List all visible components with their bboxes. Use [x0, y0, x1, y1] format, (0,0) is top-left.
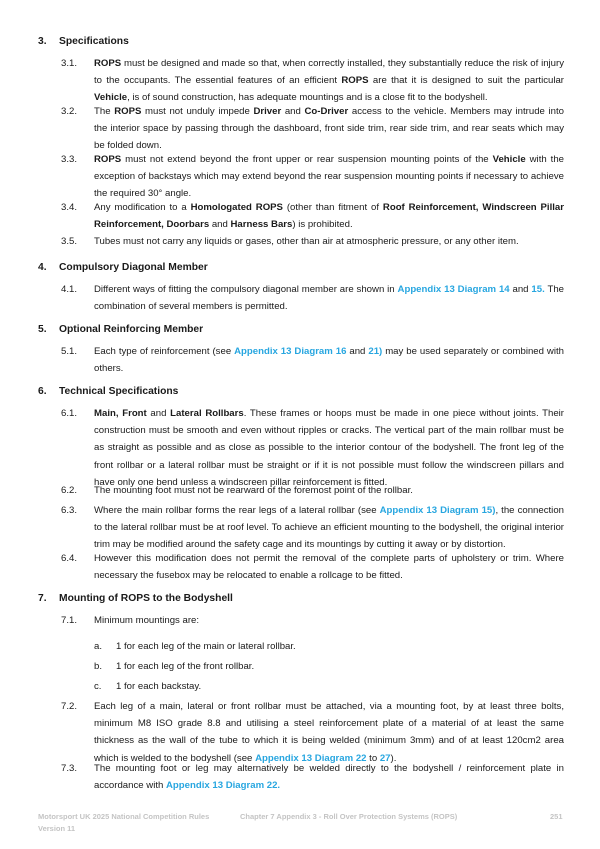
appendix-link[interactable]: 27	[379, 752, 391, 764]
appendix-link[interactable]: 15.	[531, 284, 545, 295]
appendix-link[interactable]: 21)	[368, 346, 383, 357]
page-number: 251	[550, 812, 563, 821]
appendix-link[interactable]: Appendix 13 Diagram 22.	[166, 780, 281, 792]
appendix-link[interactable]: Appendix 13 Diagram 14	[397, 284, 510, 295]
appendix-link[interactable]: Appendix 13 Diagram 16	[234, 346, 347, 357]
appendix-link[interactable]: Appendix 13 Diagram 15)	[379, 505, 496, 516]
footer-chapter: Chapter 7 Appendix 3 - Roll Over Protection Systems (ROPS)	[240, 812, 458, 821]
appendix-link[interactable]: Appendix 13 Diagram 22	[255, 752, 367, 764]
footer-left: Motorsport UK 2025 National Competition Rules Version 11	[38, 812, 210, 833]
document-page: 3. Specifications 3.1. ROPS must be designed and made so that, when correctly installed, they substantially reduce the risk of injury to the occupants. The essential features of an efficient ROPS are that it is designed to suit the particular Vehicle, is of sound construction, has adequate mountings and is a close fit to the bodyshell. 3.2. The ROPS must not unduly impede Driver and Co-Driver access to the vehicle. Members may intrude into the interior space by passing through the dashboard, front side trim, rear side trim, and rear seats which may be folded down. 3.3. ROPS must not extend beyond the front upper or rear suspension mounting points of the Vehicle with the exception of backstays which may extend beyond the rear suspension mounting points if necessary to achieve the required 30° angle. 3.4. Any modification to a Homologated ROPS (other than fitment of Roof Reinforcement, Windscreen Pillar Reinforcement, Doorbars and Harness Bars) is prohibited. 3.5. Tubes must not carry any liquids or gases, other than air at atmospheric pressure, or any other item. 4. Compulsory Diagonal Member 4.1. Different ways of fitting the compulsory diagonal member are shown in Appendix 13 Diagram 14 and 15. The combination of several members is permitted. 5. Optional Reinforcing Member 5.1. Each type of reinforcement (see Appendix 13 Diagram 16 and 21) may be used separately or combined with others. 6. Technical Specifications 6.1. Main, Front and Lateral Rollbars. These frames or hoops must be made in one piece without joints. Their construction must be smooth and even without ripples or cracks. The vertical part of the main rollbar must be as straight as possible and as close as possible to the interior contour of the bodyshell. The front leg of the front rollbar or a lateral rollbar must be straight or if it is not possible must follow the windscreen pillars and have only one bend unless a windscreen pillar reinforcement is fitted. 6.2. The mounting foot must not be rearward of the foremost point of the rollbar. 6.3. Where the main rollbar forms the rear legs of a lateral rollbar (see Appendix 13 Diagram 15), the connection to the lateral rollbar must be at roof level. To achieve an efficient mounting to the bodyshell, the original interior trim may be modified around the safety cage and its mountings by cutting it away or by distortion. 6.4. However this modification does not permit the removal of the complete parts of upholstery or trim. Where necessary the fusebox may be relocated to enable a rollcage to be fitted. 7. Mounting of ROPS to the Bodyshell 7.1. Minimum mountings are: a. 1 for each leg of the main or lateral rollbar. b. 1 for each leg of the front rollbar. c. 1 for each backstay. 7.2. Each leg of a main, lateral or front rollbar must be attached, via a mounting foot, by at least three bolts, minimum M8 ISO grade 8.8 and utilising a steel reinforcement plate of a material of at least the same thickness as the wall of the tube to which it is being welded (minimum 3mm) and of at least 120cm2 area which is welded to the bodyshell (see Appendix 13 Diagram 22 to 27). 7.3. The mounting foot or leg may alternatively be welded directly to the bodyshell / reinforcement plate in accordance with Appendix 13 Diagram 22. Motorsport UK 2025 National Competition Rules Version 11 Chapter 7 Appendix 3 - Roll Over Protection Systems (ROPS) 251	[38, 36, 565, 833]
